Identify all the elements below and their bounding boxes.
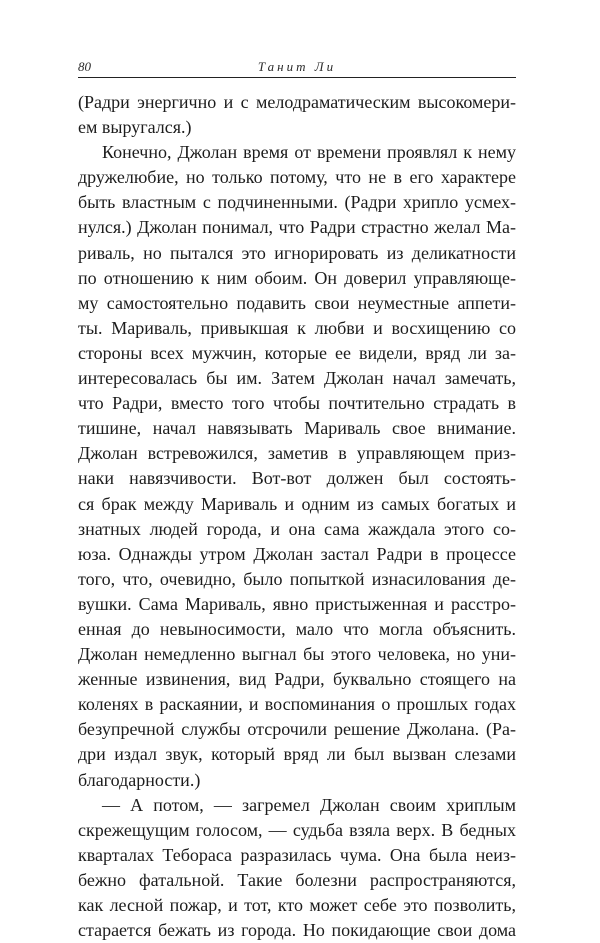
text-line: кварталах Теборaса разразилась чума. Она была неиз- bbox=[78, 844, 516, 865]
running-head bbox=[78, 56, 516, 76]
text-line: старается бежать из города. Но покидающие свои дома bbox=[78, 920, 516, 941]
text-line: енная до невыносимости, мало что могла объяснить. bbox=[78, 618, 516, 639]
body-text bbox=[78, 90, 516, 943]
text-line: знатных людей города, и она сама жаждала этого со- bbox=[78, 518, 516, 539]
running-head-author: Танит Ли bbox=[257, 59, 337, 74]
text-line: как лесной пожар, и тот, кто может себе это позволить, bbox=[78, 895, 516, 915]
text-line: му самостоятельно подавить свои неуместные аппети- bbox=[78, 292, 516, 313]
text-line: Конечно, Джолан время от времени проявлял к нему bbox=[102, 142, 516, 163]
text-line: ты. Мариваль, привыкшая к любви и восхищению со bbox=[78, 317, 516, 338]
text-line: риваль, но пытался это игнорировать из деликатности bbox=[78, 242, 516, 263]
text-line: что Радри, вместо того чтобы почтительно страдать в bbox=[78, 393, 516, 414]
text-line: наки навязчивости. Вот-вот должен был состоять- bbox=[78, 468, 516, 489]
text-line: (Радри энергично и с мелодраматическим высокомери- bbox=[78, 92, 516, 112]
text-line: интересовалась бы им. Затем Джолан начал замечать, bbox=[78, 368, 516, 389]
text-line: коленях в раскаянии, и воспоминания о прошлых годах bbox=[78, 694, 516, 715]
text-line: Джолан встревожился, заметив в управляющем приз- bbox=[78, 443, 516, 464]
text-line: стороны всех мужчин, которые ее видели, вряд ли за- bbox=[78, 342, 516, 363]
text-line: ся брак между Мариваль и одним из самых богатых и bbox=[78, 493, 516, 514]
text-line: быть властным с подчиненными. (Радри хрипло усмех- bbox=[78, 192, 516, 213]
text-line: — А потом, — загремел Джолан своим хриплым bbox=[102, 794, 516, 815]
text-line: юза. Однажды утром Джолан застал Радри в процессе bbox=[78, 543, 516, 564]
text-line: дри издал звук, который вряд ли был вызван слезами bbox=[78, 744, 516, 765]
text-line: того, что, очевидно, было попыткой изнасилования де- bbox=[78, 568, 516, 589]
text-line: бежно фатальной. Такие болезни распространяются, bbox=[78, 869, 516, 890]
text-line: тишине, начал навязывать Мариваль свое внимание. bbox=[78, 418, 516, 439]
page-number: 80 bbox=[78, 59, 91, 74]
text-line: нулся.) Джолан понимал, что Радри страстно желал Ма- bbox=[78, 217, 516, 238]
text-line: ем выругался.) bbox=[78, 117, 192, 138]
header-rule bbox=[78, 77, 516, 78]
text-line: безупречной службы отсрочили решение Джолана. (Ра- bbox=[78, 719, 516, 740]
text-line: благодарности.) bbox=[78, 769, 201, 790]
text-line: скрежещущим голосом, — судьба взяла верх. В бедных bbox=[78, 819, 516, 840]
text-line: вушки. Сама Мариваль, явно пристыженная и расстро- bbox=[78, 593, 516, 614]
text-line: женные извинения, вид Радри, буквально стоящего на bbox=[78, 669, 516, 690]
text-line: дружелюбие, но только потому, что не в его характере bbox=[78, 167, 516, 188]
text-line: по отношению к ним обоим. Он доверил управляюще- bbox=[78, 267, 516, 288]
text-line: Джолан немедленно выгнал бы этого человека, но уни- bbox=[78, 644, 516, 665]
